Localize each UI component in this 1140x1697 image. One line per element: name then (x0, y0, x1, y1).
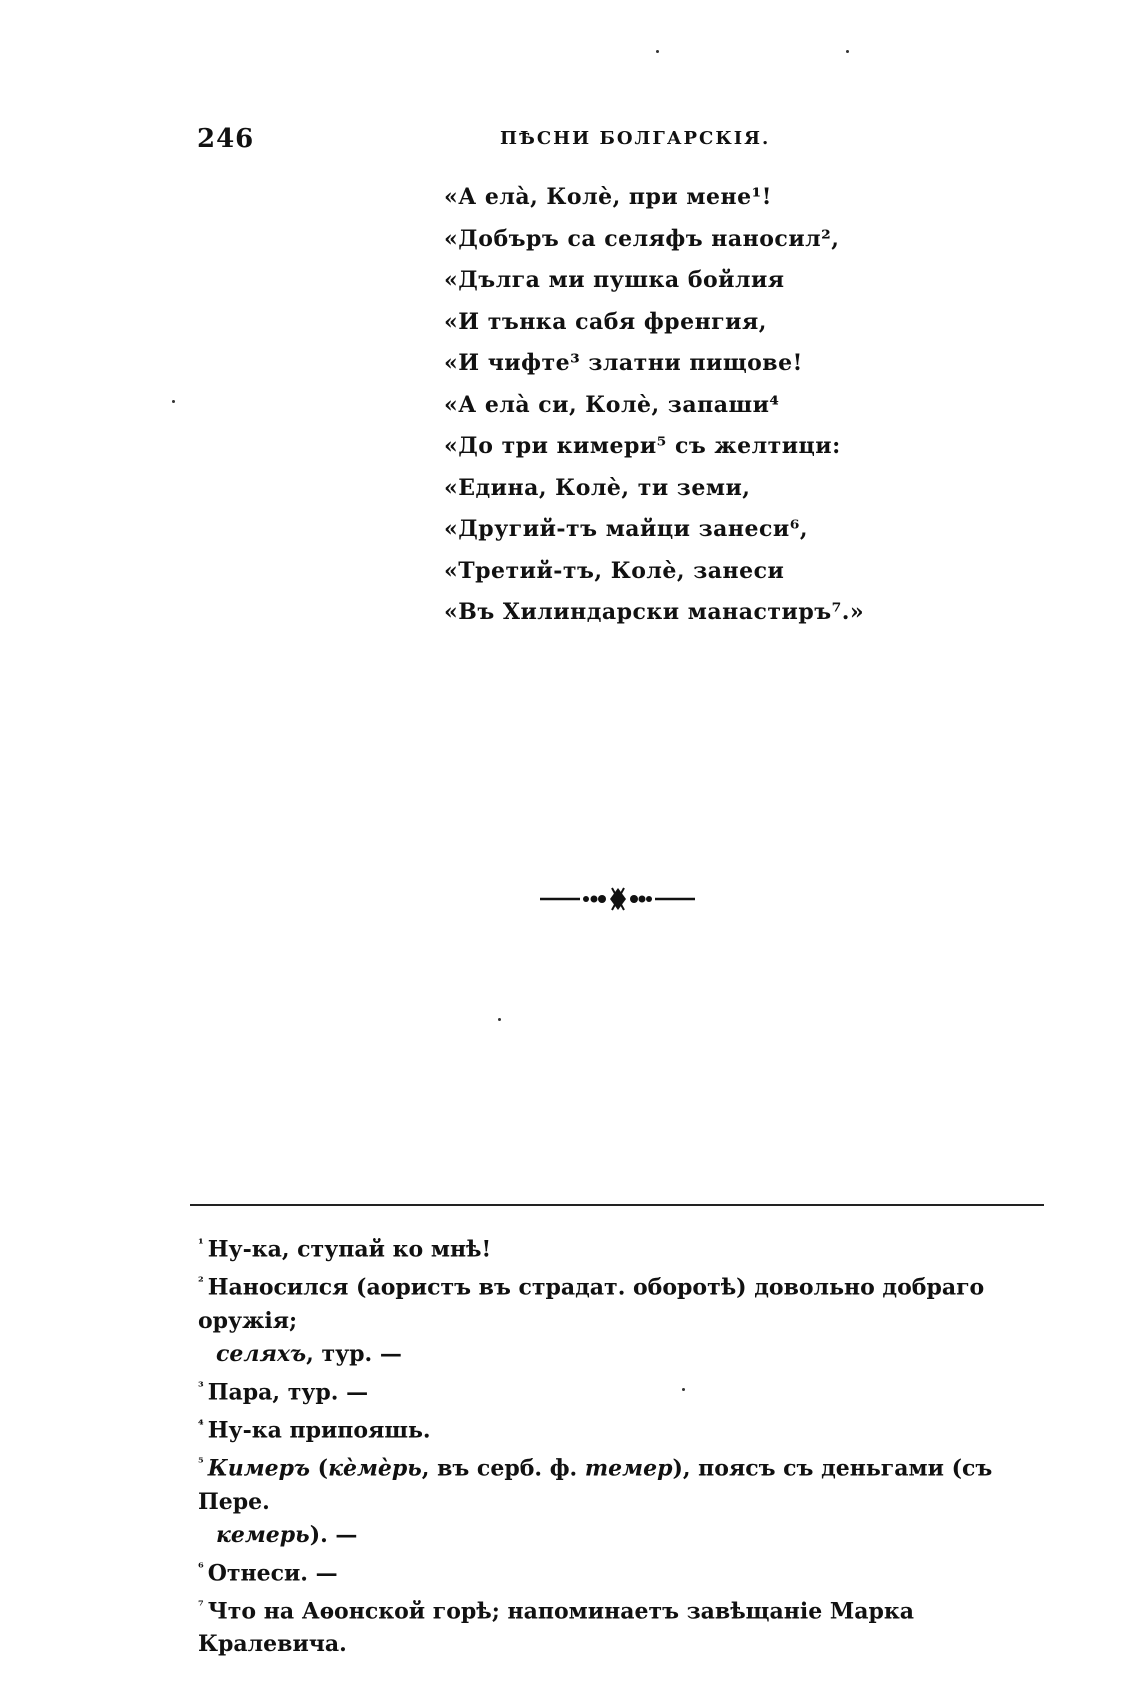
paper-speck (846, 50, 849, 53)
footnote-text: , тур. — (306, 1340, 402, 1367)
footnote-number: ² (198, 1275, 204, 1291)
running-title: ПѢСНИ БОЛГАРСКІЯ. (500, 128, 771, 149)
footnote-rule (190, 1204, 1044, 1206)
footnote-text: Пара, тур. — (207, 1378, 369, 1405)
footnote-term: Кимеръ (207, 1455, 311, 1482)
footnote-text: ( (310, 1455, 329, 1482)
paper-speck (172, 400, 175, 403)
footnote-text: , въ серб. ф. (421, 1455, 585, 1482)
verse-line: «Добъръ са селяфъ наносил², (444, 225, 840, 252)
paper-speck (682, 1388, 685, 1391)
paper-speck (498, 1018, 501, 1021)
verse-line: «И чифте³ златни пищове! (444, 350, 803, 376)
footnote-text: Отнеси. — (207, 1559, 338, 1586)
verse-line: «Едина, Колѐ, ти земи, (444, 474, 751, 501)
footnote-term: темер (584, 1455, 673, 1482)
footnote (198, 1228, 1058, 1266)
footnote-term: кемерь (216, 1521, 310, 1548)
footnote-text: ), поясъ съ деньгами (съ Пере. (198, 1455, 993, 1515)
verse-line: «Другий-тъ майци занеси⁶, (444, 516, 809, 542)
poem-verses (444, 184, 865, 641)
verse-line: «До три кимери⁵ съ желтици: (444, 433, 841, 459)
footnote (198, 1447, 1058, 1551)
footnote-text: Что на Аѳонской горѣ; напоминаетъ завѣщаніе Марка Кралевича. (198, 1598, 914, 1658)
verse-line: «А ела̀ си, Колѐ, запаши⁴ (444, 391, 780, 418)
footnote-term: селяхъ (216, 1340, 307, 1367)
verse-line: «А ела̀, Колѐ, при мене¹! (444, 184, 772, 210)
footnote-number: ⁴ (198, 1417, 204, 1433)
paper-speck (656, 50, 659, 53)
footnote (198, 1590, 1058, 1661)
footnote-continuation (198, 1519, 1058, 1552)
footnote-number: ⁷ (198, 1598, 204, 1614)
footnote-number: ⁶ (198, 1560, 204, 1576)
footnote-term: кѐмѐрь (328, 1455, 422, 1482)
verse-line: «Дълга ми пушка бойлия (444, 267, 785, 293)
footnote-number: ¹ (198, 1237, 204, 1252)
ornament-divider-icon (540, 884, 695, 914)
footnote (198, 1552, 1058, 1590)
footnote (198, 1371, 1058, 1409)
verse-line: «Въ Хилиндарски манастиръ⁷.» (444, 599, 865, 625)
footnote-text: ). — (309, 1521, 358, 1548)
verse-line: «И тънка сабя френгия, (444, 308, 767, 335)
footnote-continuation (198, 1338, 1058, 1371)
footnote (198, 1409, 1058, 1447)
footnote-text: Ну-ка припояшь. (207, 1417, 431, 1444)
verse-line: «Третий-тъ, Колѐ, занеси (444, 557, 785, 584)
footnote (198, 1266, 1058, 1370)
footnote-number: ⁵ (198, 1456, 204, 1472)
page-number: 246 (197, 124, 255, 154)
footnote-text: Ну-ка, ступай ко мнѣ! (207, 1236, 492, 1263)
footnote-text: Наносился (аористъ въ страдат. оборотѣ) довольно добраго оружія; (198, 1274, 985, 1334)
footnotes (198, 1228, 1058, 1661)
footnote-number: ³ (198, 1379, 204, 1395)
